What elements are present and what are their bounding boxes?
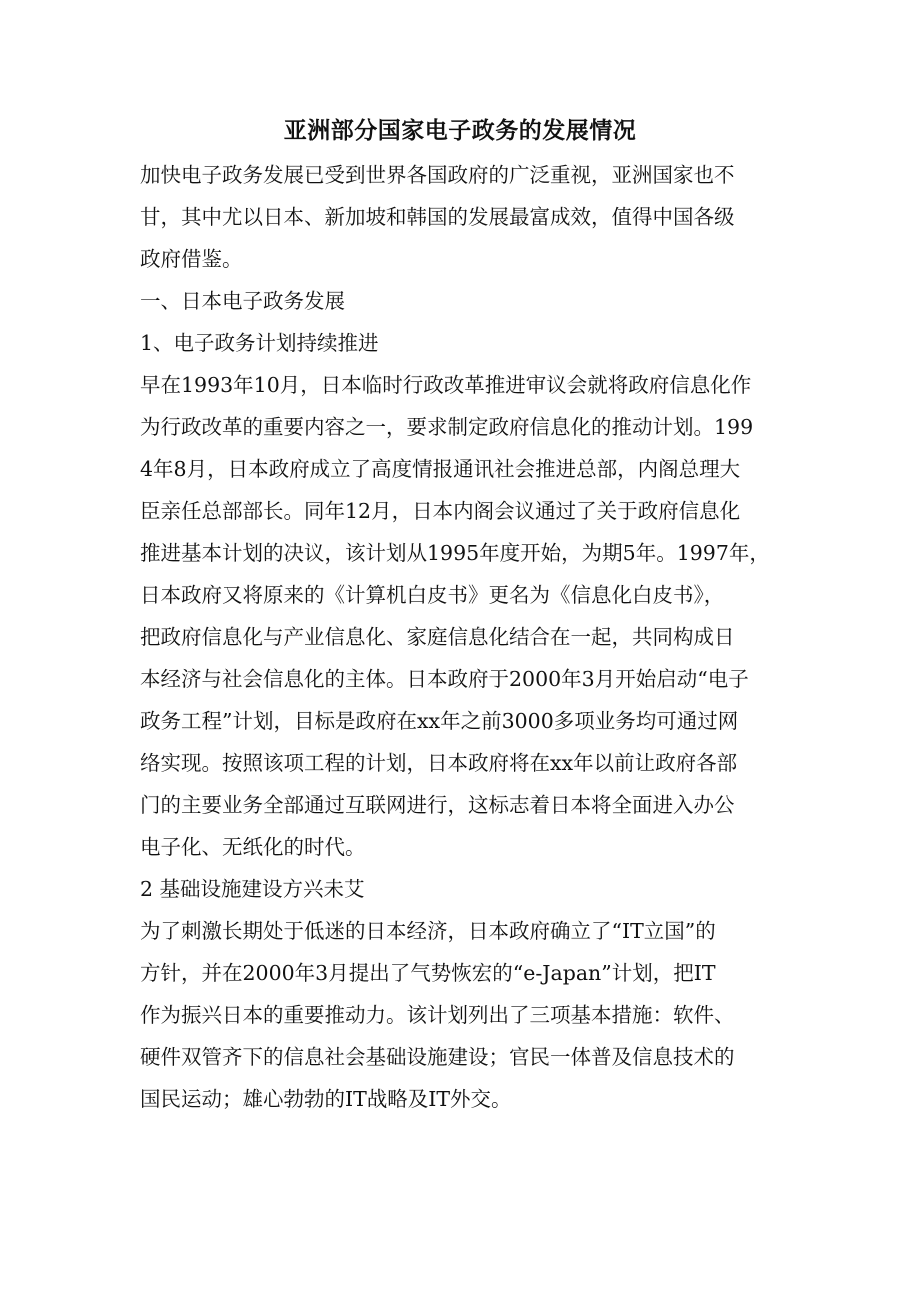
text-line: 4年8月，日本政府成立了高度情报通讯社会推进总部，内阁总理大 bbox=[140, 457, 741, 481]
text-line: 方针，并在2000年3月提出了气势恢宏的“e-Japan”计划，把IT bbox=[140, 961, 716, 985]
text-line: 日本政府又将原来的《计算机白皮书》更名为《信息化白皮书》， bbox=[140, 583, 725, 607]
text-line: 一、日本电子政务发展 bbox=[140, 289, 345, 313]
text-line: 作为振兴日本的重要推动力。该计划列出了三项基本措施：软件、 bbox=[140, 1003, 735, 1027]
text-line: 电子化、无纸化的时代。 bbox=[140, 835, 366, 859]
text-line: 为了刺激长期处于低迷的日本经济，日本政府确立了“IT立国”的 bbox=[140, 919, 716, 943]
text-line: 加快电子政务发展已受到世界各国政府的广泛重视，亚洲国家也不 bbox=[140, 163, 735, 187]
text-line: 政务工程”计划，目标是政府在xx年之前3000多项业务均可通过网 bbox=[140, 709, 739, 733]
text-line: 把政府信息化与产业信息化、家庭信息化结合在一起，共同构成日 bbox=[140, 625, 735, 649]
text-line: 推进基本计划的决议，该计划从1995年度开始，为期5年。1997年， bbox=[140, 541, 770, 565]
text-line: 政府借鉴。 bbox=[140, 247, 243, 271]
text-line: 络实现。按照该项工程的计划，日本政府将在xx年以前让政府各部 bbox=[140, 751, 738, 775]
document-title: 亚洲部分国家电子政务的发展情况 bbox=[283, 117, 637, 144]
document-body bbox=[140, 154, 790, 1120]
text-line: 硬件双管齐下的信息社会基础设施建设；官民一体普及信息技术的 bbox=[140, 1045, 735, 1069]
text-line: 国民运动；雄心勃勃的IT战略及IT外交。 bbox=[140, 1087, 512, 1111]
text-line: 本经济与社会信息化的主体。日本政府于2000年3月开始启动“电子 bbox=[140, 667, 749, 691]
text-line: 早在1993年10月，日本临时行政改革推进审议会就将政府信息化作 bbox=[140, 373, 752, 397]
text-line: 1、电子政务计划持续推进 bbox=[140, 331, 379, 355]
text-line: 为行政改革的重要内容之一，要求制定政府信息化的推动计划。199 bbox=[140, 415, 754, 439]
text-line: 臣亲任总部部长。同年12月，日本内阁会议通过了关于政府信息化 bbox=[140, 499, 741, 523]
text-line: 2 基础设施建设方兴未艾 bbox=[140, 877, 365, 901]
text-line: 门的主要业务全部通过互联网进行，这标志着日本将全面进入办公 bbox=[140, 793, 735, 817]
text-line: 甘，其中尤以日本、新加坡和韩国的发展最富成效，值得中国各级 bbox=[140, 205, 735, 229]
